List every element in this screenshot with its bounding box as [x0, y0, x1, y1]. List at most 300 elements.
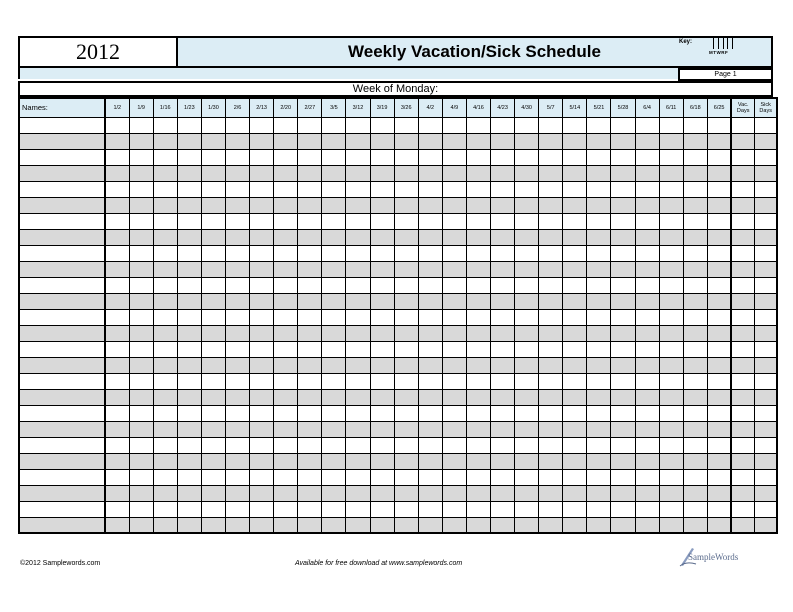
week-cell[interactable]	[563, 133, 587, 149]
week-cell[interactable]	[274, 165, 298, 181]
name-cell[interactable]	[19, 261, 105, 277]
week-cell[interactable]	[322, 517, 346, 533]
week-cell[interactable]	[707, 389, 731, 405]
week-cell[interactable]	[346, 405, 370, 421]
week-cell[interactable]	[442, 325, 466, 341]
week-cell[interactable]	[635, 277, 659, 293]
week-cell[interactable]	[201, 405, 225, 421]
week-cell[interactable]	[250, 453, 274, 469]
week-cell[interactable]	[298, 485, 322, 501]
week-cell[interactable]	[659, 437, 683, 453]
week-cell[interactable]	[442, 309, 466, 325]
week-cell[interactable]	[707, 277, 731, 293]
week-cell[interactable]	[707, 469, 731, 485]
week-cell[interactable]	[563, 229, 587, 245]
week-cell[interactable]	[659, 277, 683, 293]
week-cell[interactable]	[707, 485, 731, 501]
week-cell[interactable]	[442, 421, 466, 437]
week-cell[interactable]	[298, 133, 322, 149]
week-cell[interactable]	[563, 453, 587, 469]
week-cell[interactable]	[153, 325, 177, 341]
week-cell[interactable]	[611, 149, 635, 165]
week-cell[interactable]	[274, 341, 298, 357]
week-cell[interactable]	[442, 213, 466, 229]
week-cell[interactable]	[370, 501, 394, 517]
week-cell[interactable]	[587, 261, 611, 277]
week-cell[interactable]	[418, 309, 442, 325]
week-cell[interactable]	[563, 437, 587, 453]
week-cell[interactable]	[346, 197, 370, 213]
week-cell[interactable]	[683, 325, 707, 341]
week-cell[interactable]	[129, 469, 153, 485]
week-cell[interactable]	[201, 373, 225, 389]
week-cell[interactable]	[611, 309, 635, 325]
week-cell[interactable]	[322, 501, 346, 517]
name-cell[interactable]	[19, 165, 105, 181]
week-cell[interactable]	[635, 437, 659, 453]
week-cell[interactable]	[683, 421, 707, 437]
week-cell[interactable]	[298, 165, 322, 181]
week-cell[interactable]	[635, 213, 659, 229]
week-cell[interactable]	[611, 469, 635, 485]
week-cell[interactable]	[635, 517, 659, 533]
week-cell[interactable]	[346, 421, 370, 437]
week-cell[interactable]	[587, 325, 611, 341]
week-cell[interactable]	[539, 149, 563, 165]
week-cell[interactable]	[105, 325, 129, 341]
name-cell[interactable]	[19, 277, 105, 293]
week-cell[interactable]	[491, 357, 515, 373]
week-cell[interactable]	[635, 293, 659, 309]
week-cell[interactable]	[611, 213, 635, 229]
week-cell[interactable]	[418, 277, 442, 293]
week-cell[interactable]	[322, 325, 346, 341]
week-cell[interactable]	[298, 261, 322, 277]
week-cell[interactable]	[418, 341, 442, 357]
week-cell[interactable]	[635, 453, 659, 469]
week-cell[interactable]	[201, 245, 225, 261]
week-cell[interactable]	[418, 261, 442, 277]
vac-days-cell[interactable]	[731, 389, 754, 405]
week-cell[interactable]	[539, 389, 563, 405]
week-cell[interactable]	[177, 245, 201, 261]
name-cell[interactable]	[19, 325, 105, 341]
week-cell[interactable]	[274, 325, 298, 341]
week-cell[interactable]	[394, 309, 418, 325]
week-cell[interactable]	[394, 517, 418, 533]
week-cell[interactable]	[683, 437, 707, 453]
week-cell[interactable]	[105, 293, 129, 309]
week-cell[interactable]	[322, 213, 346, 229]
name-cell[interactable]	[19, 373, 105, 389]
week-cell[interactable]	[177, 517, 201, 533]
week-cell[interactable]	[539, 325, 563, 341]
week-cell[interactable]	[515, 229, 539, 245]
week-cell[interactable]	[322, 245, 346, 261]
week-cell[interactable]	[322, 133, 346, 149]
week-cell[interactable]	[491, 133, 515, 149]
week-cell[interactable]	[394, 117, 418, 133]
name-cell[interactable]	[19, 421, 105, 437]
week-cell[interactable]	[442, 197, 466, 213]
week-cell[interactable]	[225, 373, 249, 389]
week-cell[interactable]	[201, 341, 225, 357]
week-cell[interactable]	[250, 437, 274, 453]
week-cell[interactable]	[683, 133, 707, 149]
week-cell[interactable]	[370, 149, 394, 165]
week-cell[interactable]	[466, 517, 490, 533]
week-cell[interactable]	[274, 181, 298, 197]
week-cell[interactable]	[515, 245, 539, 261]
week-cell[interactable]	[201, 261, 225, 277]
week-cell[interactable]	[491, 389, 515, 405]
week-cell[interactable]	[515, 165, 539, 181]
week-cell[interactable]	[635, 389, 659, 405]
week-cell[interactable]	[129, 277, 153, 293]
week-cell[interactable]	[274, 117, 298, 133]
week-cell[interactable]	[707, 165, 731, 181]
week-cell[interactable]	[539, 293, 563, 309]
week-cell[interactable]	[539, 245, 563, 261]
name-cell[interactable]	[19, 181, 105, 197]
week-cell[interactable]	[370, 181, 394, 197]
week-cell[interactable]	[659, 485, 683, 501]
week-cell[interactable]	[394, 277, 418, 293]
week-cell[interactable]	[466, 197, 490, 213]
week-cell[interactable]	[659, 405, 683, 421]
week-cell[interactable]	[153, 181, 177, 197]
week-cell[interactable]	[635, 421, 659, 437]
week-cell[interactable]	[394, 197, 418, 213]
week-cell[interactable]	[515, 421, 539, 437]
week-cell[interactable]	[105, 277, 129, 293]
week-cell[interactable]	[611, 357, 635, 373]
week-cell[interactable]	[201, 149, 225, 165]
week-cell[interactable]	[611, 277, 635, 293]
week-cell[interactable]	[153, 149, 177, 165]
week-cell[interactable]	[491, 453, 515, 469]
week-cell[interactable]	[105, 485, 129, 501]
week-cell[interactable]	[611, 405, 635, 421]
week-cell[interactable]	[225, 213, 249, 229]
week-cell[interactable]	[491, 469, 515, 485]
week-cell[interactable]	[129, 229, 153, 245]
week-cell[interactable]	[201, 453, 225, 469]
week-cell[interactable]	[298, 373, 322, 389]
week-cell[interactable]	[105, 245, 129, 261]
week-cell[interactable]	[274, 373, 298, 389]
vac-days-cell[interactable]	[731, 309, 754, 325]
week-cell[interactable]	[466, 357, 490, 373]
week-cell[interactable]	[587, 469, 611, 485]
week-cell[interactable]	[418, 133, 442, 149]
week-cell[interactable]	[346, 229, 370, 245]
week-cell[interactable]	[225, 421, 249, 437]
week-cell[interactable]	[491, 517, 515, 533]
week-cell[interactable]	[177, 181, 201, 197]
name-cell[interactable]	[19, 389, 105, 405]
week-cell[interactable]	[611, 197, 635, 213]
week-cell[interactable]	[201, 501, 225, 517]
week-cell[interactable]	[274, 405, 298, 421]
week-cell[interactable]	[635, 117, 659, 133]
week-cell[interactable]	[491, 165, 515, 181]
week-cell[interactable]	[370, 341, 394, 357]
week-cell[interactable]	[515, 469, 539, 485]
week-cell[interactable]	[659, 165, 683, 181]
week-cell[interactable]	[201, 197, 225, 213]
week-cell[interactable]	[225, 341, 249, 357]
week-cell[interactable]	[201, 389, 225, 405]
week-cell[interactable]	[659, 373, 683, 389]
week-cell[interactable]	[105, 421, 129, 437]
week-cell[interactable]	[250, 117, 274, 133]
week-cell[interactable]	[298, 517, 322, 533]
week-cell[interactable]	[274, 197, 298, 213]
week-cell[interactable]	[346, 213, 370, 229]
week-cell[interactable]	[153, 437, 177, 453]
week-cell[interactable]	[418, 245, 442, 261]
week-cell[interactable]	[274, 309, 298, 325]
week-cell[interactable]	[298, 213, 322, 229]
vac-days-cell[interactable]	[731, 517, 754, 533]
week-cell[interactable]	[707, 117, 731, 133]
name-cell[interactable]	[19, 117, 105, 133]
week-cell[interactable]	[105, 117, 129, 133]
week-cell[interactable]	[659, 469, 683, 485]
vac-days-cell[interactable]	[731, 293, 754, 309]
week-cell[interactable]	[394, 341, 418, 357]
week-cell[interactable]	[105, 229, 129, 245]
week-cell[interactable]	[201, 421, 225, 437]
week-cell[interactable]	[491, 117, 515, 133]
sick-days-cell[interactable]	[754, 165, 777, 181]
week-cell[interactable]	[635, 181, 659, 197]
week-cell[interactable]	[370, 373, 394, 389]
week-cell[interactable]	[250, 149, 274, 165]
week-cell[interactable]	[250, 485, 274, 501]
week-cell[interactable]	[105, 517, 129, 533]
week-cell[interactable]	[635, 197, 659, 213]
week-cell[interactable]	[225, 149, 249, 165]
week-cell[interactable]	[105, 213, 129, 229]
week-cell[interactable]	[322, 197, 346, 213]
week-cell[interactable]	[129, 293, 153, 309]
sick-days-cell[interactable]	[754, 261, 777, 277]
week-cell[interactable]	[201, 213, 225, 229]
week-cell[interactable]	[322, 421, 346, 437]
week-cell[interactable]	[491, 293, 515, 309]
name-cell[interactable]	[19, 309, 105, 325]
week-cell[interactable]	[153, 357, 177, 373]
week-cell[interactable]	[225, 485, 249, 501]
week-cell[interactable]	[587, 453, 611, 469]
week-cell[interactable]	[466, 485, 490, 501]
week-cell[interactable]	[322, 437, 346, 453]
week-cell[interactable]	[683, 117, 707, 133]
week-cell[interactable]	[177, 469, 201, 485]
week-cell[interactable]	[587, 213, 611, 229]
week-cell[interactable]	[442, 261, 466, 277]
week-cell[interactable]	[129, 453, 153, 469]
week-cell[interactable]	[394, 293, 418, 309]
week-cell[interactable]	[611, 389, 635, 405]
week-cell[interactable]	[587, 277, 611, 293]
week-cell[interactable]	[177, 437, 201, 453]
week-cell[interactable]	[250, 389, 274, 405]
week-cell[interactable]	[563, 293, 587, 309]
week-cell[interactable]	[635, 357, 659, 373]
week-cell[interactable]	[587, 229, 611, 245]
week-cell[interactable]	[418, 373, 442, 389]
week-cell[interactable]	[298, 469, 322, 485]
week-cell[interactable]	[322, 149, 346, 165]
week-cell[interactable]	[466, 421, 490, 437]
week-cell[interactable]	[129, 373, 153, 389]
week-cell[interactable]	[563, 197, 587, 213]
week-cell[interactable]	[177, 389, 201, 405]
week-cell[interactable]	[322, 341, 346, 357]
week-cell[interactable]	[225, 309, 249, 325]
week-cell[interactable]	[225, 117, 249, 133]
week-cell[interactable]	[587, 309, 611, 325]
week-cell[interactable]	[201, 293, 225, 309]
week-cell[interactable]	[539, 373, 563, 389]
week-cell[interactable]	[539, 341, 563, 357]
week-cell[interactable]	[418, 117, 442, 133]
vac-days-cell[interactable]	[731, 197, 754, 213]
week-cell[interactable]	[563, 373, 587, 389]
week-cell[interactable]	[322, 181, 346, 197]
week-cell[interactable]	[370, 437, 394, 453]
week-cell[interactable]	[515, 373, 539, 389]
week-cell[interactable]	[515, 261, 539, 277]
vac-days-cell[interactable]	[731, 261, 754, 277]
week-cell[interactable]	[129, 165, 153, 181]
week-cell[interactable]	[707, 245, 731, 261]
week-cell[interactable]	[707, 229, 731, 245]
week-cell[interactable]	[346, 261, 370, 277]
week-cell[interactable]	[707, 325, 731, 341]
week-cell[interactable]	[539, 229, 563, 245]
week-cell[interactable]	[491, 421, 515, 437]
week-cell[interactable]	[515, 213, 539, 229]
week-cell[interactable]	[370, 357, 394, 373]
name-cell[interactable]	[19, 501, 105, 517]
sick-days-cell[interactable]	[754, 213, 777, 229]
week-cell[interactable]	[225, 293, 249, 309]
week-cell[interactable]	[587, 341, 611, 357]
week-cell[interactable]	[370, 133, 394, 149]
week-cell[interactable]	[611, 485, 635, 501]
week-cell[interactable]	[274, 437, 298, 453]
week-cell[interactable]	[346, 485, 370, 501]
week-cell[interactable]	[563, 389, 587, 405]
week-cell[interactable]	[250, 197, 274, 213]
week-cell[interactable]	[659, 197, 683, 213]
week-cell[interactable]	[225, 165, 249, 181]
week-cell[interactable]	[442, 117, 466, 133]
week-cell[interactable]	[563, 421, 587, 437]
sick-days-cell[interactable]	[754, 421, 777, 437]
week-cell[interactable]	[611, 133, 635, 149]
week-cell[interactable]	[274, 229, 298, 245]
week-cell[interactable]	[563, 149, 587, 165]
week-cell[interactable]	[635, 373, 659, 389]
week-cell[interactable]	[418, 405, 442, 421]
week-cell[interactable]	[298, 277, 322, 293]
week-cell[interactable]	[491, 197, 515, 213]
week-cell[interactable]	[635, 245, 659, 261]
week-cell[interactable]	[129, 437, 153, 453]
week-cell[interactable]	[539, 197, 563, 213]
week-cell[interactable]	[129, 421, 153, 437]
week-cell[interactable]	[177, 341, 201, 357]
week-cell[interactable]	[659, 357, 683, 373]
week-cell[interactable]	[611, 117, 635, 133]
week-cell[interactable]	[129, 485, 153, 501]
week-cell[interactable]	[587, 485, 611, 501]
week-cell[interactable]	[466, 117, 490, 133]
week-cell[interactable]	[298, 229, 322, 245]
week-cell[interactable]	[683, 517, 707, 533]
week-cell[interactable]	[539, 437, 563, 453]
week-cell[interactable]	[322, 117, 346, 133]
week-cell[interactable]	[274, 469, 298, 485]
week-cell[interactable]	[105, 309, 129, 325]
week-cell[interactable]	[563, 165, 587, 181]
week-cell[interactable]	[394, 389, 418, 405]
week-cell[interactable]	[683, 469, 707, 485]
week-cell[interactable]	[563, 357, 587, 373]
week-cell[interactable]	[683, 213, 707, 229]
week-cell[interactable]	[225, 453, 249, 469]
week-cell[interactable]	[635, 309, 659, 325]
week-cell[interactable]	[466, 453, 490, 469]
week-cell[interactable]	[587, 501, 611, 517]
week-cell[interactable]	[491, 437, 515, 453]
week-cell[interactable]	[659, 229, 683, 245]
week-cell[interactable]	[418, 421, 442, 437]
week-cell[interactable]	[611, 261, 635, 277]
week-cell[interactable]	[491, 325, 515, 341]
week-cell[interactable]	[370, 165, 394, 181]
week-cell[interactable]	[298, 117, 322, 133]
week-cell[interactable]	[322, 357, 346, 373]
week-cell[interactable]	[515, 437, 539, 453]
week-cell[interactable]	[466, 293, 490, 309]
week-cell[interactable]	[105, 405, 129, 421]
sick-days-cell[interactable]	[754, 469, 777, 485]
week-cell[interactable]	[515, 341, 539, 357]
week-cell[interactable]	[563, 517, 587, 533]
week-cell[interactable]	[466, 245, 490, 261]
week-cell[interactable]	[515, 181, 539, 197]
week-cell[interactable]	[611, 501, 635, 517]
week-cell[interactable]	[442, 181, 466, 197]
week-cell[interactable]	[105, 501, 129, 517]
week-cell[interactable]	[587, 181, 611, 197]
week-cell[interactable]	[466, 165, 490, 181]
week-cell[interactable]	[177, 421, 201, 437]
week-cell[interactable]	[563, 117, 587, 133]
name-cell[interactable]	[19, 469, 105, 485]
week-cell[interactable]	[515, 517, 539, 533]
week-cell[interactable]	[370, 421, 394, 437]
week-cell[interactable]	[177, 229, 201, 245]
week-cell[interactable]	[250, 261, 274, 277]
week-cell[interactable]	[659, 213, 683, 229]
